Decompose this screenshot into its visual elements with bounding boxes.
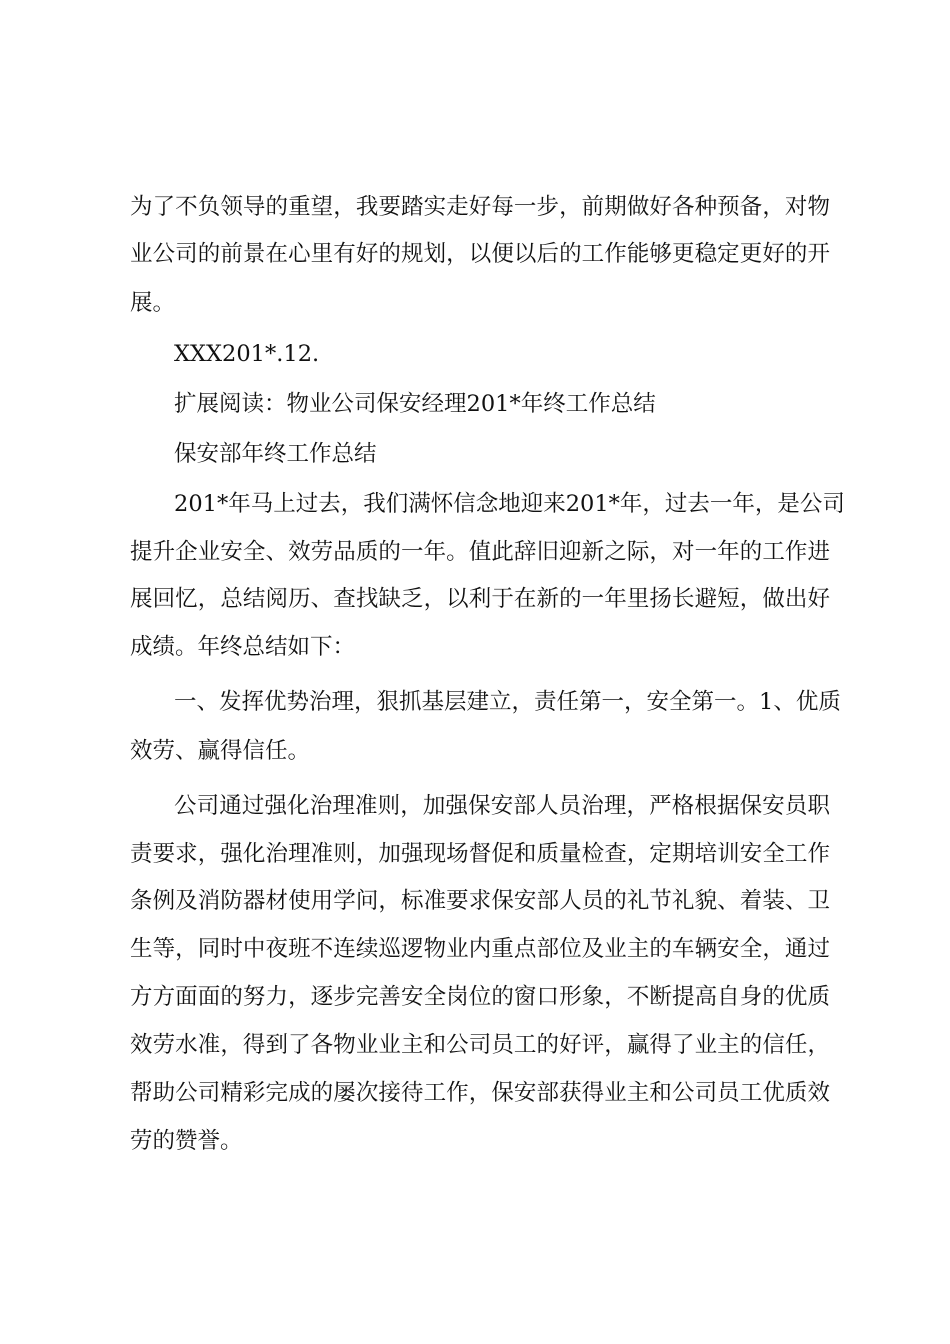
paragraph-4-line-4: 生等，同时中夜班不连续巡逻物业内重点部位及业主的车辆安全，通过 <box>130 936 830 962</box>
paragraph-4-line-5: 方方面面的努力，逐步完善安全岗位的窗口形象，不断提高自身的优质 <box>130 984 830 1010</box>
paragraph-4-line-2: 责要求，强化治理准则，加强现场督促和质量检查，定期培训安全工作 <box>130 841 830 867</box>
paragraph-3-line-2: 效劳、赢得信任。 <box>130 738 311 764</box>
section-heading: 保安部年终工作总结 <box>174 441 377 467</box>
extended-reading-title: 扩展阅读：物业公司保安经理201*年终工作总结 <box>174 391 656 417</box>
paragraph-1-line-2: 业公司的前景在心里有好的规划，以便以后的工作能够更稳定更好的开 <box>130 241 830 267</box>
signature-date: XXX201*.12. <box>174 341 320 367</box>
paragraph-2-line-3: 展回忆，总结阅历、查找缺乏，以利于在新的一年里扬长避短，做出好 <box>130 586 830 612</box>
paragraph-4-line-6: 效劳水准，得到了各物业业主和公司员工的好评，赢得了业主的信任， <box>130 1032 830 1058</box>
paragraph-4-line-3: 条例及消防器材使用学问，标准要求保安部人员的礼节礼貌、着装、卫 <box>130 888 830 914</box>
paragraph-2-line-2: 提升企业安全、效劳品质的一年。值此辞旧迎新之际，对一年的工作进 <box>130 539 830 565</box>
paragraph-4-line-8: 劳的赞誉。 <box>130 1128 243 1154</box>
paragraph-4-line-1: 公司通过强化治理准则，加强保安部人员治理，严格根据保安员职 <box>174 793 830 819</box>
paragraph-3-line-1: 一、发挥优势治理，狠抓基层建立，责任第一，安全第一。1、优质 <box>174 689 841 715</box>
paragraph-1-line-1: 为了不负领导的重望，我要踏实走好每一步，前期做好各种预备，对物 <box>130 194 830 220</box>
paragraph-1-line-3: 展。 <box>130 290 176 316</box>
paragraph-4-line-7: 帮助公司精彩完成的屡次接待工作，保安部获得业主和公司员工优质效 <box>130 1080 830 1106</box>
paragraph-2-line-4: 成绩。年终总结如下： <box>130 634 356 660</box>
paragraph-2-line-1: 201*年马上过去，我们满怀信念地迎来201*年，过去一年，是公司 <box>174 491 845 517</box>
